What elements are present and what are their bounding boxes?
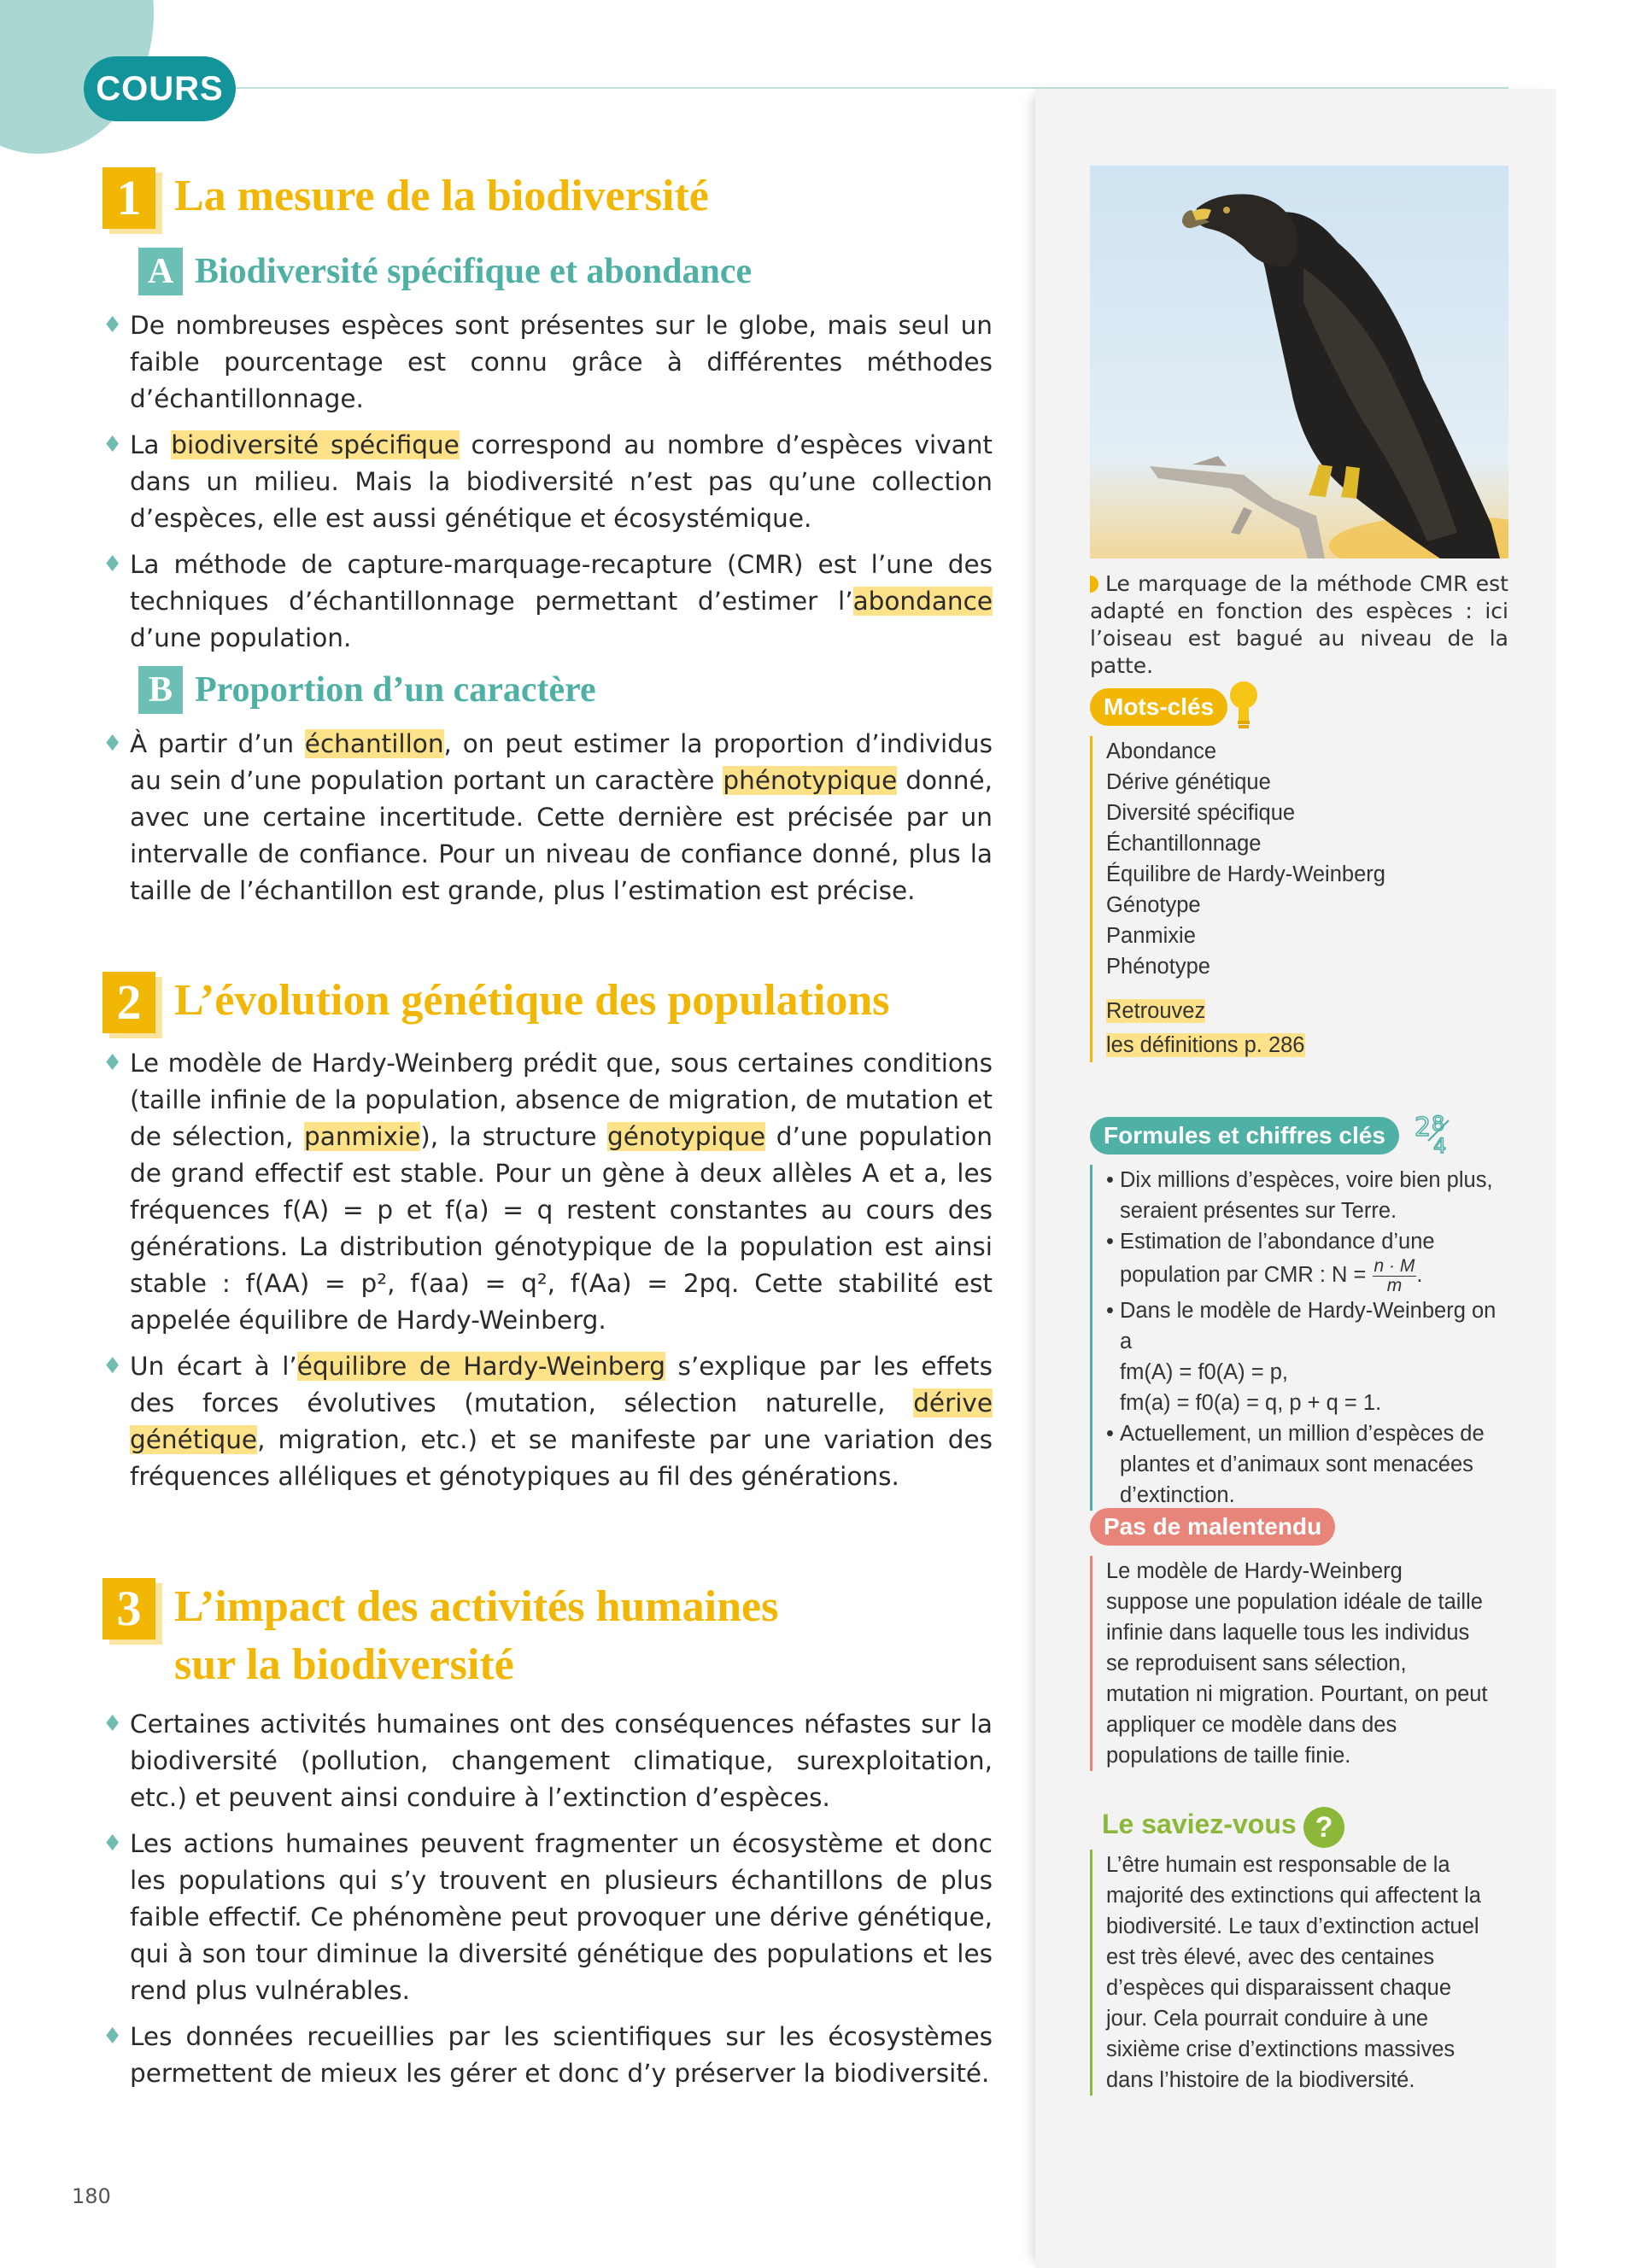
section-number: 3 (102, 1578, 155, 1640)
subsection-b-heading (138, 666, 993, 714)
paragraph: ♦ De nombreuses espèces sont présentes sur le globe, mais seul un faible pourcentage est connu grâce à différentes méthodes d’échantillonnage. (102, 307, 993, 418)
section-1-heading (102, 167, 993, 229)
section-3-heading (102, 1578, 993, 1694)
paragraph: ♦ Les actions humaines peuvent fragmenter un écosystème et donc les populations qui s’y trouvent en plusieurs échantillons de plus faible effectif. Ce phénomène peut provoquer une dérive génétique, qui à son tour diminue la diversité génétique des populations et les rend plus vulnérables. (102, 1826, 993, 2009)
subsection-title: Biodiversité spécifique et abondance (195, 252, 753, 291)
formula-bullet: • Actuellement, un million d’espèces de plantes et d’animaux sont menacées d’extinction. (1106, 1418, 1508, 1511)
svg-text:8: 8 (1432, 1112, 1445, 1136)
subsection-title: Proportion d’un caractère (195, 670, 596, 710)
eagle-photo (1090, 166, 1508, 558)
formulas-label: Formules et chiffres clés (1090, 1117, 1399, 1154)
keyword-highlight: biodiversité spécifique (171, 430, 460, 459)
section-1 (102, 167, 993, 919)
formula-bullet: • Dix millions d’espèces, voire bien plus, seraient présentes sur Terre. (1106, 1165, 1508, 1226)
paragraph: ♦ Le modèle de Hardy-Weinberg prédit que, sous certaines conditions (taille infinie de la population, absence de migration, de mutation et de sélection, panmixie), la structure génotypique d’une population de grand effectif est stable. Pour un gène à deux allèles A et a, les fréquences f(A) = p et f(a) = q restent constantes au cours des générations. La distribution génotypique de la population est ainsi stable : f(AA) = p², f(aa) = q², f(Aa) = 2pq. Cette stabilité est appelée équilibre de Hardy-Weinberg. (102, 1045, 993, 1339)
keyword-item: Génotype (1106, 893, 1201, 917)
caption-marker (1090, 576, 1098, 593)
section-2 (102, 972, 993, 1505)
paragraph: ♦ Un écart à l’équilibre de Hardy-Weinberg s’explique par les effets des forces évolutives (mutation, sélection naturelle, dérive génétique, migration, etc.) et se manifeste par une variation des fréquences alléliques et génotypiques au fil des générations. (102, 1348, 993, 1495)
keyword-highlight: échantillon (304, 729, 444, 758)
keyword-highlight: phénotypique (723, 766, 898, 795)
subsection-letter: A (138, 248, 183, 295)
section-title: L’évolution génétique des populations (174, 976, 890, 1025)
saviez-box: L’être humain est responsable de la majorité des extinctions qui affectent la biodiversité. Le taux d’extinction actuel est très élevé, avec des centaines d’espèces qui disparaissent chaque jour. Cela pourrait conduire à une sixième crise d’extinctions massives dans l’histoire de la biodiversité. (1090, 1850, 1491, 2096)
keyword-item: Diversité spécifique (1106, 801, 1296, 825)
keywords-label: Mots-clés (1090, 688, 1227, 726)
section-title: L’impact des activités humaines sur la biodiversité (174, 1582, 779, 1689)
keyword-item: Panmixie (1106, 924, 1196, 948)
paragraph: ♦ La méthode de capture-marquage-recapture (CMR) est l’une des techniques d’échantillonnage permettant d’estimer l’abondance d’une population. (102, 547, 993, 657)
page-number: 180 (72, 2184, 111, 2208)
keywords-box (1090, 736, 1499, 1062)
section-3 (102, 1578, 993, 2101)
svg-text:4: 4 (1433, 1134, 1447, 1158)
question-mark-icon: ? (1303, 1807, 1344, 1848)
keyword-item: Dérive génétique (1106, 770, 1271, 794)
svg-text:2: 2 (1414, 1113, 1432, 1143)
section-title: La mesure de la biodiversité (174, 172, 709, 220)
saviez-label: Le saviez-vous (1102, 1809, 1297, 1839)
keyword-item: Équilibre de Hardy-Weinberg (1106, 862, 1385, 886)
paragraph: ♦ Les données recueillies par les scientifiques sur les écosystèmes permettent de mieux les gérer et donc d’y préserver la biodiversité. (102, 2019, 993, 2092)
cours-badge: COURS (84, 56, 236, 121)
keyword-highlight: abondance (852, 587, 993, 616)
formula-bullet: • Dans le modèle de Hardy-Weinberg on a fm(A) = f0(A) = p, fm(a) = f0(a) = q, p + q = 1. (1106, 1295, 1508, 1418)
math-symbols-icon (1411, 1107, 1462, 1158)
malentendu-label: Pas de malentendu (1090, 1508, 1335, 1546)
paragraph: ♦ Certaines activités humaines ont des conséquences néfastes sur la biodiversité (pollution, changement climatique, surexploitation, etc.) et peuvent ainsi conduire à l’extinction d’espèces. (102, 1706, 993, 1816)
section-number: 1 (102, 167, 155, 229)
malentendu-box: Le modèle de Hardy-Weinberg suppose une population idéale de taille infinie dans laquelle tous les individus se reproduisent sans sélection, mutation ni migration. Pourtant, on peut appliquer ce modèle dans des populations de taille finie. (1090, 1556, 1491, 1771)
keyword-item: Échantillonnage (1106, 832, 1262, 856)
section-number: 2 (102, 972, 155, 1033)
photo-caption: Le marquage de la méthode CMR est adapté en fonction des espèces : ici l’oiseau est bagué au niveau de la patte. (1090, 571, 1508, 678)
section-2-heading (102, 972, 993, 1033)
subsection-a-heading (138, 248, 993, 295)
lightbulb-icon (1228, 680, 1259, 733)
formula-bullet: • Estimation de l’abondance d’une population par CMR : N = $\frac{n \cdot M}{m}$ . (1106, 1226, 1508, 1295)
keyword-highlight: panmixie (304, 1122, 421, 1151)
keyword-item: Phénotype (1106, 955, 1210, 979)
formulas-box (1090, 1165, 1508, 1511)
paragraph: ♦ À partir d’un échantillon, on peut estimer la proportion d’individus au sein d’une population portant un caractère phénotypique donné, avec une certaine incertitude. Cette dernière est précisée par un intervalle de confiance. Pour un niveau de confiance donné, plus la taille de l’échantillon est grande, plus l’estimation est précise. (102, 726, 993, 909)
definitions-link[interactable]: Retrouvez les définitions p. 286 (1106, 999, 1305, 1057)
keyword-highlight: dérive génétique (130, 1388, 993, 1454)
subsection-letter: B (138, 666, 183, 714)
keyword-highlight: équilibre de Hardy-Weinberg (296, 1352, 665, 1381)
keyword-item: Abondance (1106, 739, 1217, 763)
keyword-highlight: génotypique (607, 1122, 766, 1151)
paragraph: ♦ La biodiversité spécifique correspond au nombre d’espèces vivant dans un milieu. Mais la biodiversité n’est pas qu’une collection d’espèces, elle est aussi génétique et écosystémique. (102, 427, 993, 537)
